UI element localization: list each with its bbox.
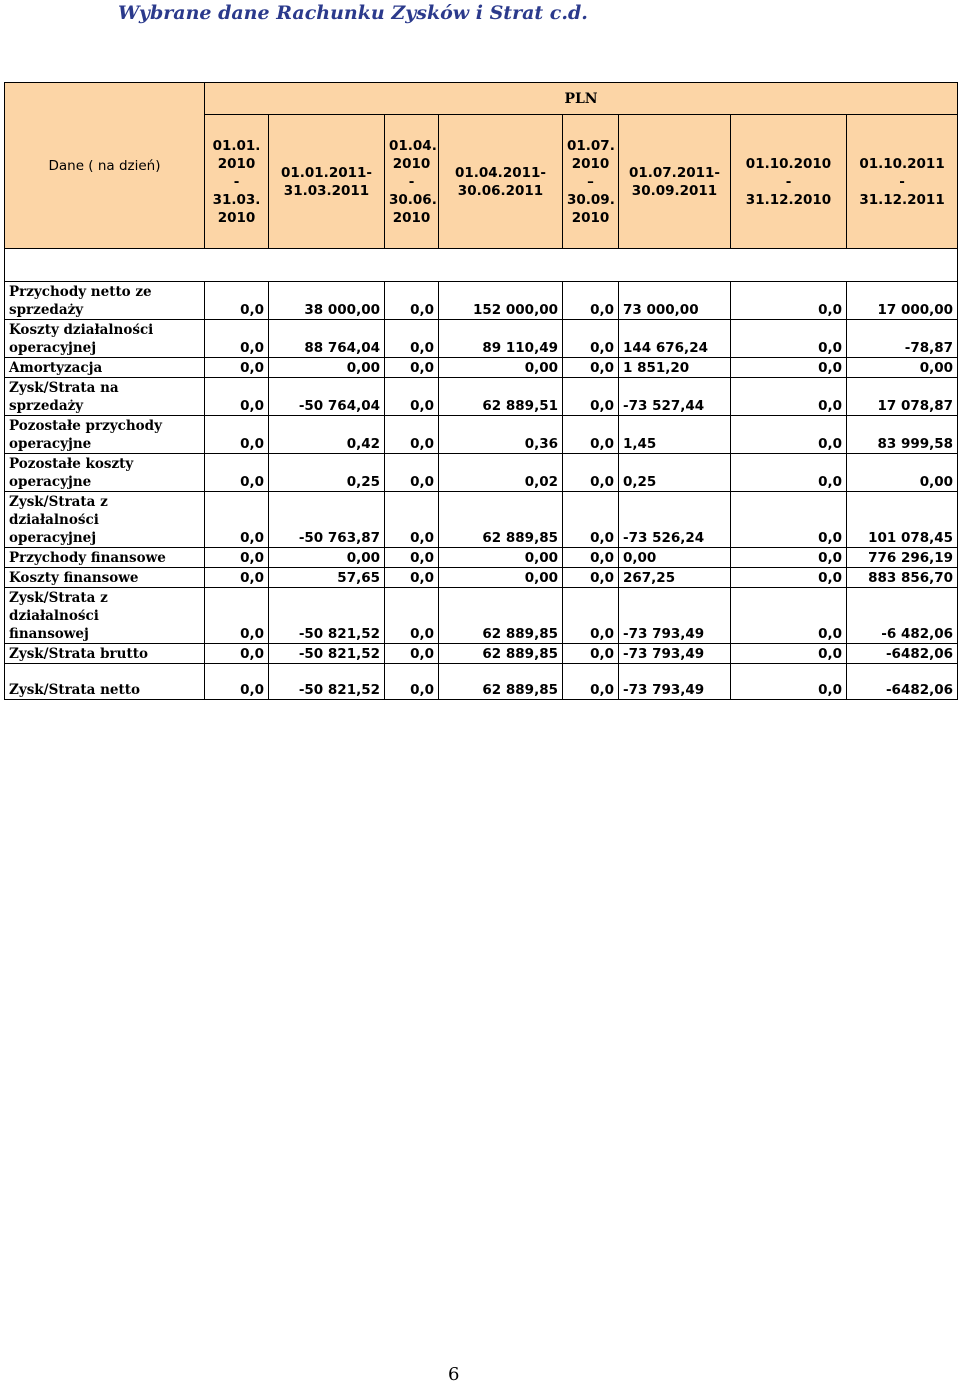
value-cell: -73 793,49 — [619, 588, 731, 644]
page-number: 6 — [448, 1364, 460, 1385]
value-cell: 0,02 — [439, 454, 563, 492]
value-cell: 0,36 — [439, 416, 563, 454]
value-cell: 0,0 — [731, 454, 847, 492]
period-header: 01.07.2011- 30.09.2011 — [619, 115, 731, 249]
table-row — [5, 454, 958, 492]
value-cell: 0,25 — [619, 454, 731, 492]
period-header: 01.10.2011 - 31.12.2011 — [847, 115, 958, 249]
value-cell: 0,0 — [563, 282, 619, 320]
value-cell: 0,0 — [563, 454, 619, 492]
row-label: Koszty działalności operacyjnej — [5, 320, 205, 358]
table-body — [5, 282, 958, 700]
value-cell: 0,0 — [385, 568, 439, 588]
value-cell: 0,0 — [731, 644, 847, 664]
value-cell: 0,0 — [205, 548, 269, 568]
value-cell: 0,0 — [205, 664, 269, 700]
header-label: Dane ( na dzień) — [48, 157, 161, 174]
value-cell: -6 482,06 — [847, 588, 958, 644]
value-cell: 0,0 — [385, 378, 439, 416]
value-cell: 0,0 — [563, 358, 619, 378]
value-cell: 0,0 — [563, 416, 619, 454]
value-cell: 73 000,00 — [619, 282, 731, 320]
period-header: 01.07. 2010 – 30.09. 2010 — [563, 115, 619, 249]
period-header: 01.10.2010 - 31.12.2010 — [731, 115, 847, 249]
value-cell: 89 110,49 — [439, 320, 563, 358]
value-cell: 0,0 — [563, 568, 619, 588]
row-label: Zysk/Strata z działalności finansowej — [5, 588, 205, 644]
value-cell: 0,0 — [205, 282, 269, 320]
value-cell: 0,0 — [731, 378, 847, 416]
value-cell: 0,0 — [385, 358, 439, 378]
value-cell: 0,0 — [563, 492, 619, 548]
value-cell: 0,0 — [205, 454, 269, 492]
value-cell: 0,0 — [205, 416, 269, 454]
value-cell: 38 000,00 — [269, 282, 385, 320]
period-header: 01.04. 2010 - 30.06. 2010 — [385, 115, 439, 249]
value-cell: -6482,06 — [847, 644, 958, 664]
value-cell: 1,45 — [619, 416, 731, 454]
value-cell: 0,00 — [439, 568, 563, 588]
value-cell: 0,0 — [563, 548, 619, 568]
value-cell: 0,0 — [205, 492, 269, 548]
value-cell: 0,0 — [385, 492, 439, 548]
value-cell: 0,0 — [205, 644, 269, 664]
value-cell: 83 999,58 — [847, 416, 958, 454]
table-row — [5, 358, 958, 378]
value-cell: -50 764,04 — [269, 378, 385, 416]
value-cell: -50 763,87 — [269, 492, 385, 548]
value-cell: 62 889,51 — [439, 378, 563, 416]
value-cell: 0,0 — [731, 282, 847, 320]
value-cell: -73 793,49 — [619, 644, 731, 664]
value-cell: 0,0 — [731, 664, 847, 700]
row-label: Pozostałe przychody operacyjne — [5, 416, 205, 454]
table-row — [5, 320, 958, 358]
row-label: Zysk/Strata na sprzedaży — [5, 378, 205, 416]
value-cell: 0,0 — [385, 416, 439, 454]
value-cell: 0,0 — [563, 588, 619, 644]
currency-header: PLN — [205, 83, 958, 115]
value-cell: 0,0 — [385, 588, 439, 644]
value-cell: 267,25 — [619, 568, 731, 588]
value-cell: 0,0 — [205, 320, 269, 358]
value-cell: -73 526,24 — [619, 492, 731, 548]
row-label: Amortyzacja — [5, 358, 205, 378]
value-cell: 0,0 — [731, 358, 847, 378]
value-cell: 88 764,04 — [269, 320, 385, 358]
value-cell: 0,0 — [205, 358, 269, 378]
value-cell: 0,00 — [847, 358, 958, 378]
income-statement-table — [4, 82, 958, 700]
value-cell: 0,0 — [385, 320, 439, 358]
value-cell: 62 889,85 — [439, 492, 563, 548]
value-cell: 17 078,87 — [847, 378, 958, 416]
table-row — [5, 282, 958, 320]
value-cell: 0,0 — [731, 320, 847, 358]
value-cell: 0,0 — [731, 492, 847, 548]
header-label-cell — [5, 83, 205, 249]
value-cell: 0,0 — [385, 454, 439, 492]
table-row — [5, 644, 958, 664]
value-cell: 0,0 — [731, 568, 847, 588]
value-cell: 62 889,85 — [439, 644, 563, 664]
row-label: Zysk/Strata brutto — [5, 644, 205, 664]
table-row — [5, 568, 958, 588]
value-cell: 0,0 — [731, 416, 847, 454]
value-cell: -6482,06 — [847, 664, 958, 700]
value-cell: -78,87 — [847, 320, 958, 358]
value-cell: 0,0 — [205, 568, 269, 588]
table-row — [5, 492, 958, 548]
value-cell: 144 676,24 — [619, 320, 731, 358]
row-label: Zysk/Strata netto — [5, 664, 205, 700]
value-cell: 0,00 — [847, 454, 958, 492]
value-cell: -50 821,52 — [269, 644, 385, 664]
value-cell: 62 889,85 — [439, 664, 563, 700]
table-row — [5, 588, 958, 644]
value-cell: 0,00 — [619, 548, 731, 568]
value-cell: 0,0 — [563, 664, 619, 700]
value-cell: -50 821,52 — [269, 664, 385, 700]
period-header: 01.04.2011- 30.06.2011 — [439, 115, 563, 249]
table-row — [5, 378, 958, 416]
value-cell: 0,42 — [269, 416, 385, 454]
value-cell: 0,00 — [439, 358, 563, 378]
spacer-row — [5, 249, 958, 282]
row-label: Przychody netto ze sprzedaży — [5, 282, 205, 320]
value-cell: 0,0 — [385, 282, 439, 320]
value-cell: 776 296,19 — [847, 548, 958, 568]
value-cell: 17 000,00 — [847, 282, 958, 320]
value-cell: 57,65 — [269, 568, 385, 588]
value-cell: 0,0 — [731, 588, 847, 644]
value-cell: -50 821,52 — [269, 588, 385, 644]
value-cell: 0,0 — [205, 588, 269, 644]
row-label: Pozostałe koszty operacyjne — [5, 454, 205, 492]
value-cell: 0,0 — [205, 378, 269, 416]
value-cell: 0,0 — [563, 320, 619, 358]
value-cell: 0,0 — [385, 664, 439, 700]
document-title: Wybrane dane Rachunku Zysków i Strat c.d. — [118, 2, 588, 24]
row-label: Przychody finansowe — [5, 548, 205, 568]
value-cell: -73 527,44 — [619, 378, 731, 416]
value-cell: 0,00 — [269, 548, 385, 568]
value-cell: 0,0 — [731, 548, 847, 568]
row-label: Koszty finansowe — [5, 568, 205, 588]
value-cell: 101 078,45 — [847, 492, 958, 548]
value-cell: -73 793,49 — [619, 664, 731, 700]
value-cell: 0,0 — [563, 378, 619, 416]
value-cell: 0,0 — [385, 548, 439, 568]
period-header: 01.01.2011- 31.03.2011 — [269, 115, 385, 249]
value-cell: 62 889,85 — [439, 588, 563, 644]
table-row — [5, 548, 958, 568]
value-cell: 152 000,00 — [439, 282, 563, 320]
table-row — [5, 664, 958, 700]
value-cell: 883 856,70 — [847, 568, 958, 588]
value-cell: 0,25 — [269, 454, 385, 492]
value-cell: 0,0 — [563, 644, 619, 664]
value-cell: 0,0 — [385, 644, 439, 664]
value-cell: 1 851,20 — [619, 358, 731, 378]
row-label: Zysk/Strata z działalności operacyjnej — [5, 492, 205, 548]
value-cell: 0,00 — [269, 358, 385, 378]
table-row — [5, 416, 958, 454]
value-cell: 0,00 — [439, 548, 563, 568]
period-header: 01.01. 2010 - 31.03. 2010 — [205, 115, 269, 249]
